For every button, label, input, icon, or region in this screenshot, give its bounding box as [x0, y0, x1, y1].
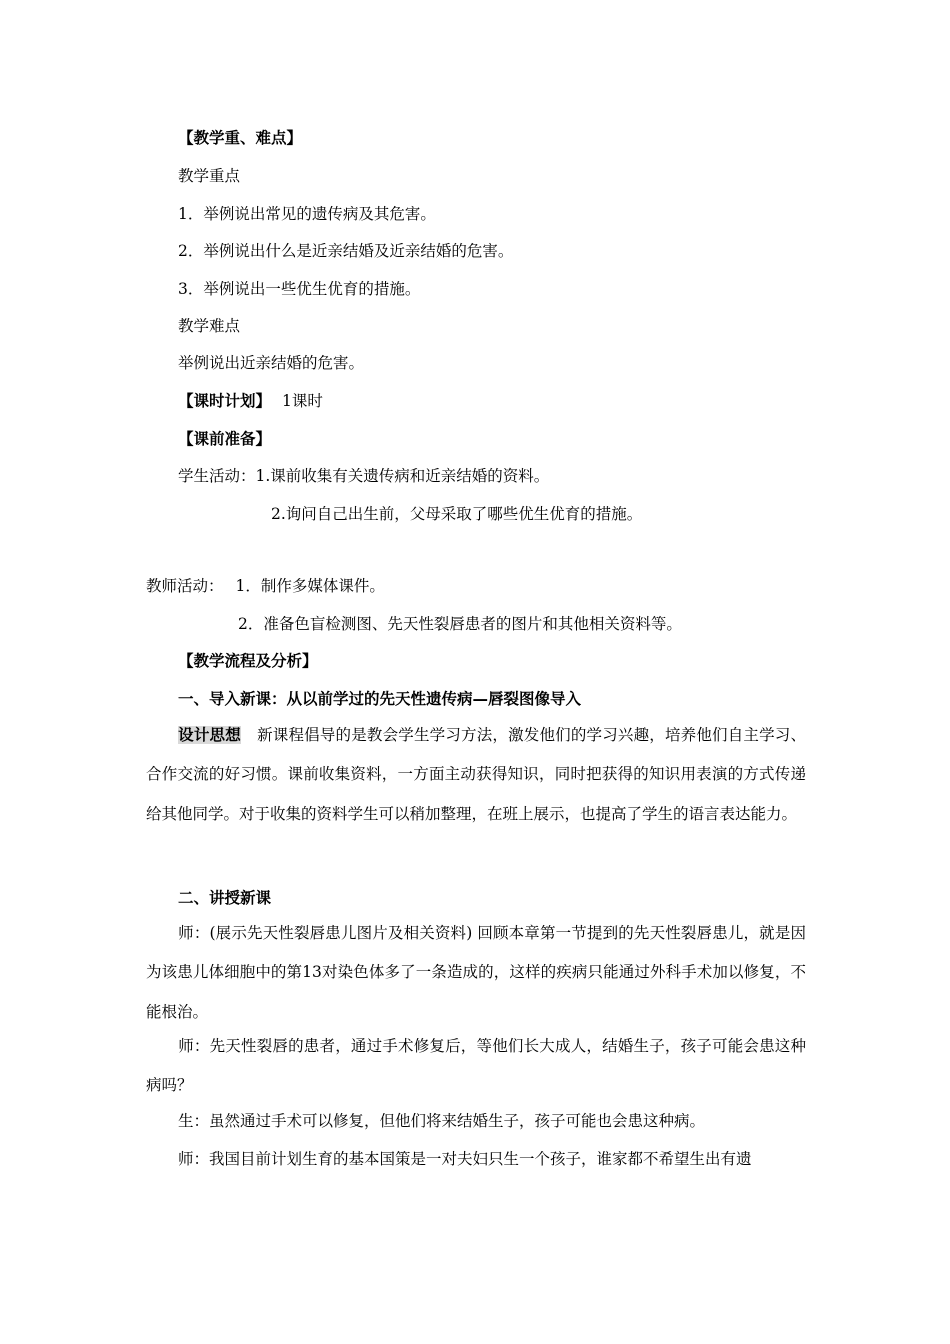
teacher-label: 教师活动：: [146, 577, 224, 595]
schedule-value: 1课时: [281, 392, 323, 410]
dialogue-paragraph: [146, 1140, 806, 1179]
design-label: 设计思想: [178, 726, 241, 744]
design-paragraph: [146, 716, 806, 834]
focus-item: 1．举例说出常见的遗传病及其危害。: [178, 205, 436, 223]
dialogue-paragraph: [146, 1027, 806, 1106]
teacher-item: 2．准备色盲检测图、先天性裂唇患者的图片和其他相关资料等。: [238, 615, 682, 633]
dialogue-line: 生：虽然通过手术可以修复，但他们将来结婚生子，孩子可能也会患这种病。: [178, 1112, 706, 1130]
focus-label: 教学重点: [178, 167, 241, 185]
teacher-item: 1．制作多媒体课件。: [235, 577, 385, 595]
schedule-line: [178, 391, 323, 411]
dialogue-paragraph: [146, 1102, 806, 1141]
focus-item: 2．举例说出什么是近亲结婚及近亲结婚的危害。: [178, 242, 514, 260]
teacher-activity-line: [146, 576, 385, 596]
prep-heading: 【课前准备】: [178, 430, 272, 448]
flow-heading: 【教学流程及分析】: [178, 652, 318, 670]
dialogue-line: 师：我国目前计划生育的基本国策是一对夫妇只生一个孩子，谁家都不希望生出有遗: [178, 1150, 752, 1168]
student-item: 2.询问自己出生前，父母采取了哪些优生优育的措施。: [271, 505, 643, 523]
part1-heading: 一、导入新课：从以前学过的先天性遗传病—唇裂图像导入: [178, 690, 582, 708]
student-item: 1.课前收集有关遗传病和近亲结婚的资料。: [255, 467, 550, 485]
difficulty-label: 教学难点: [178, 317, 241, 335]
student-label: 学生活动：: [178, 467, 256, 485]
dialogue-line: 师：(展示先天性裂唇患儿图片及相关资料) 回顾本章第一节提到的先天性裂唇患儿，就是因为该患儿体细胞中的第13对染色体多了一条造成的，这样的疾病只能通过外科手术加以修复，不能根治。: [146, 924, 806, 1021]
difficulty-text: 举例说出近亲结婚的危害。: [178, 354, 365, 372]
design-text: 新课程倡导的是教会学生学习方法，激发他们的学习兴趣，培养他们自主学习、合作交流的好习惯。课前收集资料，一方面主动获得知识，同时把获得的知识用表演的方式传递给其他同学。对于收集的资料学生可以稍加整理，在班上展示，也提高了学生的语言表达能力。: [146, 726, 806, 823]
schedule-heading: 【课时计划】: [178, 392, 272, 410]
dialogue-line: 师：先天性裂唇的患者，通过手术修复后，等他们长大成人，结婚生子，孩子可能会患这种病吗？: [146, 1037, 806, 1095]
part2-heading: 二、讲授新课: [178, 889, 272, 907]
focus-item: 3．举例说出一些优生优育的措施。: [178, 280, 421, 298]
student-activity-line: [178, 466, 549, 486]
key-points-heading: 【教学重、难点】: [178, 129, 303, 147]
dialogue-paragraph: [146, 914, 806, 1032]
